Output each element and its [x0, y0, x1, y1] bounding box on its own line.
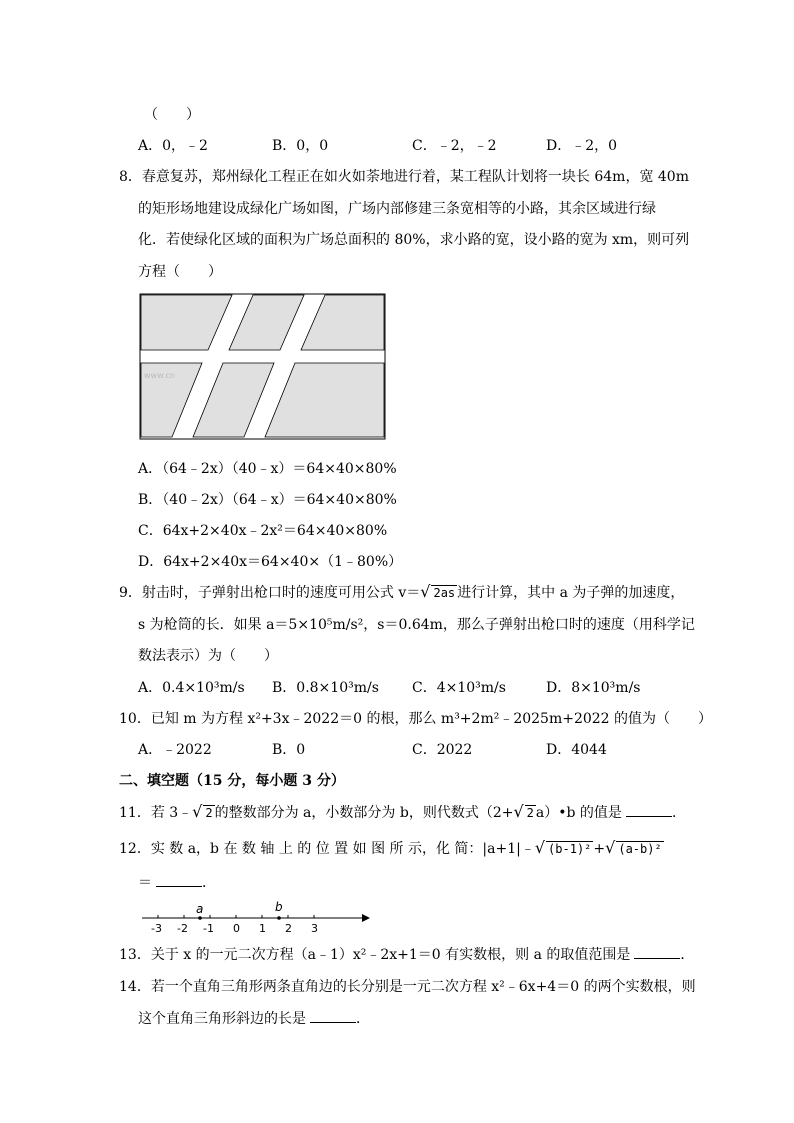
- q8-option-c: C．64x+2×40x﹣2x²＝64×40×80%: [138, 523, 388, 539]
- q11-text: 11．若 3﹣√ 2 的整数部分为 a，小数部分为 b，则代数式（2+√ 2 a）•b 的值是 ．: [119, 802, 686, 821]
- q12-label-b: b: [275, 900, 283, 914]
- q7-option-c: C．﹣2，﹣2: [412, 138, 497, 154]
- q12-line-1: 12．实 数 a，b 在 数 轴 上 的 位 置 如 图 所 示，化 简：|a+1|﹣√ (b-1)² +√ (a-b)²: [119, 838, 662, 857]
- q8-option-d: D．64x+2×40x＝64×40×（1﹣80%）: [138, 554, 403, 570]
- q12-tick-label: -1: [203, 922, 214, 934]
- q10-option-b: B．0: [272, 742, 306, 758]
- q14-answer-blank: [310, 1010, 356, 1023]
- q8-line-4: 方程（ ）: [138, 264, 222, 280]
- q8-option-b: B．（40﹣2x）（64﹣x）＝64×40×80%: [138, 492, 397, 508]
- q10-option-d: D．4044: [546, 742, 607, 758]
- q14-line-2: 这个直角三角形斜边的长是 ．: [138, 1011, 370, 1027]
- q10-text: 10．已知 m 为方程 x²+3x﹣2022＝0 的根，那么 m³+2m²﹣2025m+2022 的值为（ ）: [119, 711, 713, 727]
- q12-tick-label: 3: [311, 922, 318, 934]
- q9-option-b: B．0.8×10³m/s: [272, 680, 379, 696]
- q7-option-d: D．﹣2，0: [546, 138, 618, 154]
- q8-option-a: A．（64﹣2x）（40﹣x）＝64×40×80%: [138, 461, 397, 477]
- q12-point-a: [198, 916, 202, 920]
- q9-option-c: C．4×10³m/s: [412, 680, 506, 696]
- q10-option-a: A．﹣2022: [138, 742, 212, 758]
- q12-label-a: a: [196, 902, 204, 916]
- q8-figure-plaza: [138, 292, 388, 442]
- q12-answer-blank: [156, 874, 202, 887]
- q9-line-2: s 为枪筒的长．如果 a＝5×10⁵m/s²，s＝0.64m，那么子弹射出枪口时的速度（用科学记: [138, 617, 695, 633]
- q13-answer-blank: [634, 946, 680, 959]
- q7-option-b: B．0，0: [272, 138, 329, 154]
- q12-tick-label: -3: [151, 922, 162, 934]
- q12-tick-label: 2: [285, 922, 292, 934]
- q12-tick-label: 0: [233, 922, 240, 934]
- q9-option-a: A．0.4×10³m/s: [138, 680, 245, 696]
- q8-line-2: 的矩形场地建设成绿化广场如图，广场内部修建三条宽相等的小路，其余区域进行绿: [138, 201, 656, 217]
- q9-sqrt: 2as: [433, 586, 456, 600]
- q13-text: 13．关于 x 的一元二次方程（a﹣1）x²﹣2x+1＝0 有实数根，则 a 的取值范围是 ．: [119, 947, 695, 963]
- q8-line-1: 8．春意复苏，郑州绿化工程正在如火如荼地进行着，某工程队计划将一块长 64m，宽 40m: [119, 169, 689, 185]
- section-2-heading: 二、填空题（15 分，每小题 3 分）: [119, 773, 345, 789]
- q9-option-d: D．8×10³m/s: [546, 680, 641, 696]
- q11-answer-blank: [626, 804, 672, 817]
- q7-option-a: A．0，﹣2: [138, 138, 208, 154]
- q9-line-1: 9．射击时，子弹射出枪口时的速度可用公式 v＝√ 2as 进行计算，其中 a 为子弹的加速度，: [119, 582, 685, 601]
- q14-line-1: 14．若一个直角三角形两条直角边的长分别是一元二次方程 x²﹣6x+4＝0 的两个实数根，则: [119, 979, 696, 995]
- q7-paren: （ ）: [144, 107, 200, 123]
- q12-tick-label: -2: [177, 922, 188, 934]
- q10-option-c: C．2022: [412, 742, 473, 758]
- q12-point-b: [277, 916, 281, 920]
- q12-number-line: [136, 898, 376, 934]
- q12-tick-label: 1: [259, 922, 266, 934]
- q8-line-3: 化．若使绿化区域的面积为广场总面积的 80%，求小路的宽，设小路的宽为 xm，则可列: [138, 232, 690, 248]
- q9-line-3: 数法表示）为（ ）: [138, 648, 278, 664]
- q8-watermark: www.cn: [144, 371, 175, 380]
- q12-line-2: ＝ ．: [138, 875, 216, 891]
